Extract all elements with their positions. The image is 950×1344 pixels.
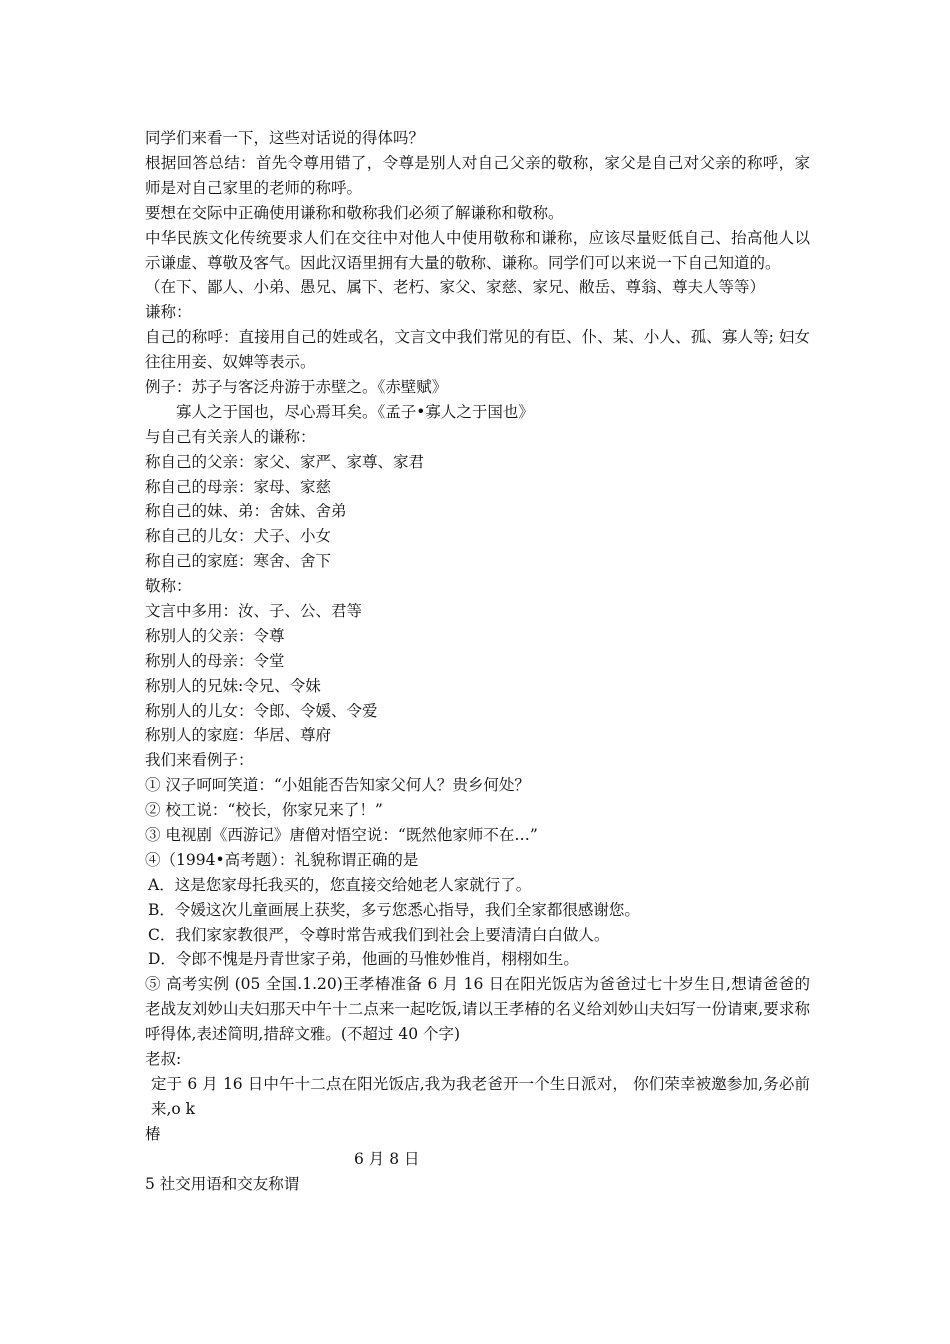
letter-signature: 椿	[145, 1124, 161, 1143]
list-item: 称别人的兄妹:令兄、令妹	[145, 676, 321, 695]
section-title: 5 社交用语和交友称谓	[145, 1174, 300, 1193]
list-item: 称自己的儿女：犬子、小女	[145, 527, 332, 546]
section-heading: 与自己有关亲人的谦称：	[145, 427, 316, 446]
list-item: 称自己的母亲：家母、家慈	[145, 477, 332, 496]
letter-body: 定于 6 月 16 日中午十二点在阳光饭店,我为我老爸开一个生日派对， 你们荣幸被邀参加,务必前来,o k	[151, 1074, 810, 1118]
paragraph: 同学们来看一下，这些对话说的得体吗？	[145, 129, 425, 147]
paragraph: （在下、鄙人、小弟、愚兄、属下、老朽、家父、家慈、家兄、敝岳、尊翁、尊夫人等等）	[145, 278, 766, 297]
section-heading: 我们来看例子：	[145, 751, 254, 770]
paragraph: 自己的称呼：直接用自己的姓或名，文言文中我们常见的有臣、仆、某、小人、孤、寡人等; 妇女往往用妾、奴婢等表示。	[145, 328, 810, 372]
document-page	[145, 126, 810, 1196]
example-item: ③ 电视剧《西游记》唐僧对悟空说：“既然他家师不在…”	[145, 826, 538, 845]
paragraph: 根据回答总结：首先令尊用错了，令尊是别人对自己父亲的敬称，家父是自己对父亲的称呼，家师是对自己家里的老师的称呼。	[145, 153, 810, 197]
example-line: 例子：苏子与客泛舟游于赤壁之。《赤壁赋》	[145, 378, 448, 396]
list-item: 称别人的母亲：令堂	[145, 651, 285, 670]
letter-date: 6 月 8 日	[354, 1149, 420, 1168]
list-item: 文言中多用：汝、子、公、君等	[145, 602, 363, 621]
letter-salutation: 老叔:	[145, 1050, 182, 1069]
option-c: C．我们家家教很严，令尊时常告戒我们到社会上要清清白白做人。	[148, 925, 610, 944]
exam-question: ⑤ 高考实例 (05 全国.1.20)王孝椿准备 6 月 16 日在阳光饭店为爸爸过七十岁生日,想请爸爸的老战友刘妙山夫妇那天中午十二点来一起吃饭,请以王孝椿的名义给刘妙山夫妇写一份请柬,要求称呼得体,表述简明,措辞文雅。(不超过 40 个字)	[145, 975, 810, 1044]
list-item: 称别人的父亲：令尊	[145, 626, 285, 645]
example-line: 寡人之于国也，尽心焉耳矣。《孟子•寡人之于国也》	[176, 402, 534, 421]
list-item: 称自己的家庭：寒舍、舍下	[145, 552, 332, 571]
paragraph: 要想在交际中正确使用谦称和敬称我们必须了解谦称和敬称。	[145, 203, 564, 222]
option-a: A．这是您家母托我买的，您直接交给她老人家就行了。	[148, 875, 532, 894]
option-b: B．令媛这次儿童画展上获奖，多亏您悉心指导，我们全家都很感谢您。	[148, 900, 640, 919]
example-item: ④（1994•高考题）：礼貌称谓正确的是	[145, 850, 419, 869]
section-heading: 谦称：	[145, 303, 192, 322]
list-item: 称自己的妹、弟：舍妹、舍弟	[145, 502, 347, 521]
example-item: ② 校工说：“校长，你家兄来了！”	[145, 801, 383, 820]
example-item: ① 汉子呵呵笑道：“小姐能否告知家父何人？贵乡何处？	[145, 776, 530, 795]
paragraph: 中华民族文化传统要求人们在交往中对他人中使用敬称和谦称，应该尽量贬低自己、抬高他人以示谦虚、尊敬及客气。因此汉语里拥有大量的敬称、谦称。同学们可以来说一下自己知道的。	[145, 228, 810, 272]
list-item: 称自己的父亲：家父、家严、家尊、家君	[145, 452, 425, 471]
list-item: 称别人的儿女：令郎、令媛、令爱	[145, 701, 378, 720]
list-item: 称别人的家庭：华居、尊府	[145, 726, 332, 745]
section-heading: 敬称：	[145, 577, 192, 596]
option-d: D．令郎不愧是丹青世家子弟，他画的马惟妙惟肖，栩栩如生。	[148, 950, 579, 969]
